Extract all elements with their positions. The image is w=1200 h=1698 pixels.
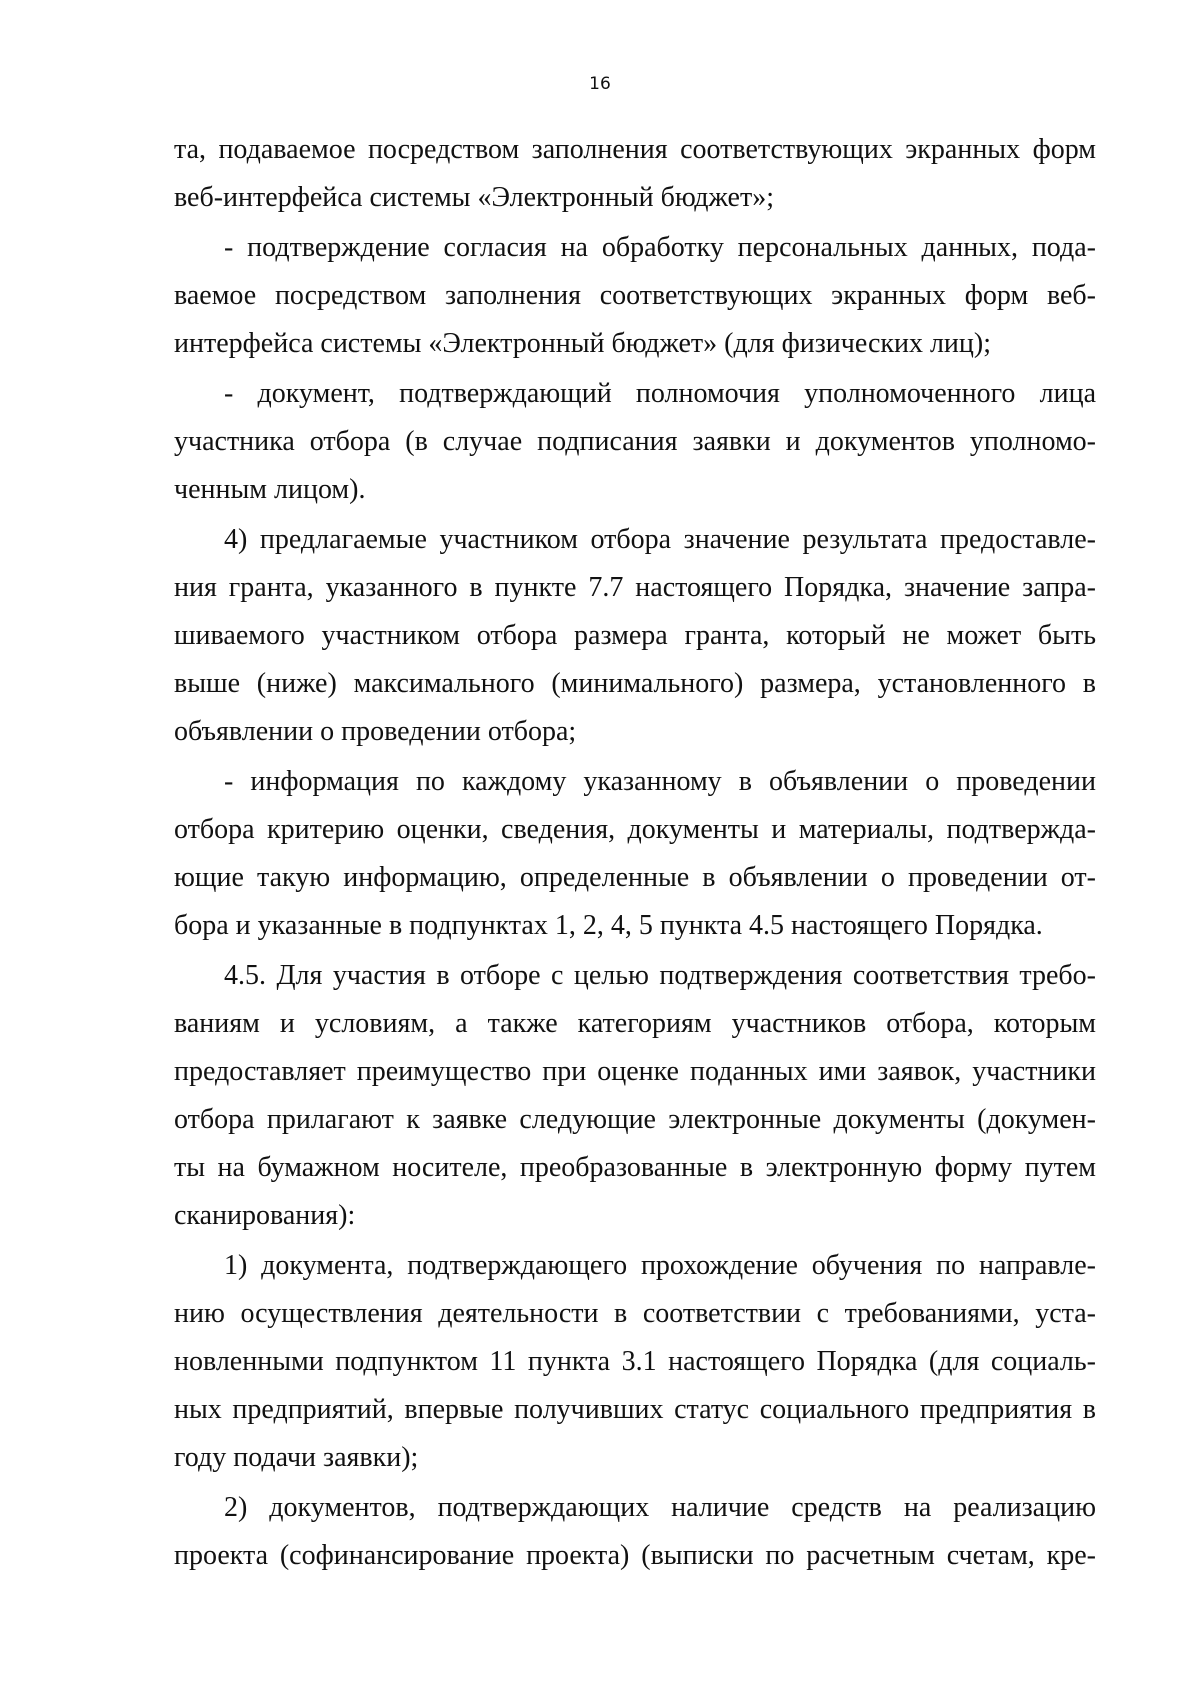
text-line: веб-интерфейса системы «Электронный бюджет»; — [174, 182, 774, 213]
text-line: - информация по каждому указанному в объявлении о проведении — [224, 766, 1096, 797]
text-line: ваниям и условиям, а также категориям участников отбора, которым — [174, 1008, 1096, 1039]
text-line: ты на бумажном носителе, преобразованные в электронную форму путем — [174, 1152, 1096, 1183]
page-number: 16 — [589, 74, 611, 94]
text-line: участника отбора (в случае подписания заявки и документов уполномо- — [174, 426, 1096, 457]
text-line: сканирования): — [174, 1200, 356, 1231]
text-line: ющие такую информацию, определенные в объявлении о проведении от- — [174, 862, 1096, 893]
text-line: ных предприятий, впервые получивших статус социального предприятия в — [174, 1394, 1096, 1425]
text-line: выше (ниже) максимального (минимального) размера, установленного в — [174, 668, 1096, 699]
paragraph-8 — [174, 1484, 1096, 1580]
text-line: ченным лицом). — [174, 474, 366, 505]
paragraph-2 — [174, 224, 1096, 368]
text-line: году подачи заявки); — [174, 1442, 419, 1473]
text-line: отбора прилагают к заявке следующие электронные документы (докумен- — [174, 1104, 1096, 1135]
text-line: нию осуществления деятельности в соответствии с требованиями, уста- — [174, 1298, 1096, 1329]
paragraph-4 — [174, 516, 1096, 756]
text-line: 4) предлагаемые участником отбора значение результата предоставле- — [224, 524, 1096, 555]
paragraph-1 — [174, 126, 1096, 222]
paragraph-6 — [174, 952, 1096, 1240]
text-line: та, подаваемое посредством заполнения соответствующих экранных форм — [174, 134, 1096, 165]
text-line: ния гранта, указанного в пункте 7.7 настоящего Порядка, значение запра- — [174, 572, 1096, 603]
text-line: 4.5. Для участия в отборе с целью подтверждения соответствия требо- — [224, 960, 1096, 991]
text-line: новленными подпунктом 11 пункта 3.1 настоящего Порядка (для социаль- — [174, 1346, 1096, 1377]
text-line: интерфейса системы «Электронный бюджет» (для физических лиц); — [174, 328, 992, 359]
paragraph-7 — [174, 1242, 1096, 1482]
text-line: отбора критерию оценки, сведения, документы и материалы, подтвержда- — [174, 814, 1096, 845]
text-line: 2) документов, подтверждающих наличие средств на реализацию — [224, 1492, 1096, 1523]
text-line: предоставляет преимущество при оценке поданных ими заявок, участники — [174, 1056, 1096, 1087]
text-line: шиваемого участником отбора размера гранта, который не может быть — [174, 620, 1096, 651]
text-line: проекта (софинансирование проекта) (выписки по расчетным счетам, кре- — [174, 1540, 1096, 1571]
text-line: 1) документа, подтверждающего прохождение обучения по направле- — [224, 1250, 1096, 1281]
text-line: объявлении о проведении отбора; — [174, 716, 577, 747]
paragraph-3 — [174, 370, 1096, 514]
document-body — [174, 126, 1096, 1582]
text-line: бора и указанные в подпунктах 1, 2, 4, 5 пункта 4.5 настоящего Порядка. — [174, 910, 1043, 941]
text-line: ваемое посредством заполнения соответствующих экранных форм веб- — [174, 280, 1096, 311]
text-line: - документ, подтверждающий полномочия уполномоченного лица — [224, 378, 1096, 409]
text-line: - подтверждение согласия на обработку персональных данных, пода- — [224, 232, 1096, 263]
paragraph-5 — [174, 758, 1096, 950]
